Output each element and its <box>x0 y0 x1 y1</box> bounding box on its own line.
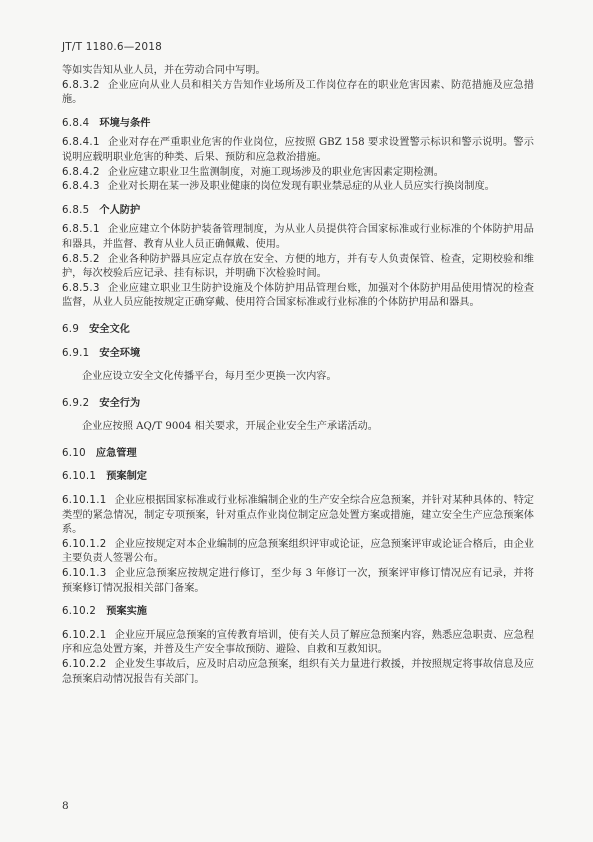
heading-6-9: 6.9 安全文化 <box>62 323 130 335</box>
heading-6-10: 6.10 应急管理 <box>62 447 137 459</box>
clause-6-8-4-1: 6.8.4.1 企业对存在严重职业危害的作业岗位，应按照 GBZ 158 要求设置警示标识和警示说明。警示说明应载明职业危害的种类、后果、预防和应急救治措施。 <box>62 137 534 163</box>
paragraph-6-9-1: 企业应设立安全文化传播平台，每月至少更换一次内容。 <box>82 371 337 383</box>
clause-6-8-5-2: 6.8.5.2 企业各种防护器具应定点存放在安全、方便的地方，并有专人负责保管、检查，定期校验和维护，每次校验后应记录、挂有标识，并明确下次检验时间。 <box>62 253 534 280</box>
continued-paragraph: 等如实告知从业人员，并在劳动合同中写明。 <box>62 65 266 76</box>
heading-6-10-1: 6.10.1 预案制定 <box>62 471 147 483</box>
clause-6-10-1-3: 6.10.1.3 企业应急预案应按规定进行修订，至少每 3 年修订一次，预案评审修订情况应有记录，并将预案修订情况报相关部门备案。 <box>62 568 534 594</box>
clause-6-10-2-1: 6.10.2.1 企业应开展应急预案的宣传教育培训，使有关人员了解应急预案内容，熟悉应急职责、应急程序和应急处置方案，并普及生产安全事故预防、避险、自救和互救知识。 <box>62 629 534 656</box>
page-number: 8 <box>62 800 69 812</box>
clause-6-10-2-2: 6.10.2.2 企业发生事故后，应及时启动应急预案，组织有关力量进行救援，并按照规定将事故信息及应急预案启动情况报告有关部门。 <box>62 659 534 685</box>
standard-header: JT/T 1180.6—2018 <box>62 41 162 53</box>
clause-6-8-5-3: 6.8.5.3 企业应建立职业卫生防护设施及个体防护用品管理台账，加强对个体防护用品使用情况的检查监督，从业人员应能按规定正确穿戴、使用符合国家标准或行业标准的个体防护用品和器具。 <box>62 282 534 309</box>
clause-6-8-4-2: 6.8.4.2 企业应建立职业卫生监测制度，对施工现场涉及的职业危害因素定期检测。 <box>62 166 444 178</box>
clause-6-8-5-1: 6.8.5.1 企业应建立个体防护装备管理制度，为从业人员提供符合国家标准或行业标准的个体防护用品和器具，并监督、教育从业人员正确佩戴、使用。 <box>62 224 534 250</box>
clause-6-8-4-3: 6.8.4.3 企业对长期在某一涉及职业健康的岗位发现有职业禁忌症的从业人员应实行换岗制度。 <box>62 181 495 193</box>
heading-6-10-2: 6.10.2 预案实施 <box>62 606 147 618</box>
paragraph-6-9-2: 企业应按照 AQ/T 9004 相关要求，开展企业安全生产承诺活动。 <box>82 421 378 433</box>
document-body <box>62 64 534 687</box>
clause-6-10-1-2: 6.10.1.2 企业应按规定对本企业编制的应急预案组织评审或论证，应急预案评审或论证合格后，由企业主要负责人签署公布。 <box>62 538 534 565</box>
heading-6-8-4: 6.8.4 环境与条件 <box>62 117 151 129</box>
clause-6-8-3-2: 6.8.3.2 企业应向从业人员和相关方告知作业场所及工作岗位存在的职业危害因素、防范措施及应急措施。 <box>62 79 534 106</box>
heading-6-8-5: 6.8.5 个人防护 <box>62 204 141 216</box>
heading-6-9-2: 6.9.2 安全行为 <box>62 397 141 409</box>
clause-6-10-1-1: 6.10.1.1 企业应根据国家标准或行业标准编制企业的生产安全综合应急预案，并针对某种具体的、特定类型的紧急情况，制定专项预案，针对重点作业岗位制定应急处置方案或措施，建立安全生产应急预案体系。 <box>62 495 534 536</box>
heading-6-9-1: 6.9.1 安全环境 <box>62 347 141 359</box>
